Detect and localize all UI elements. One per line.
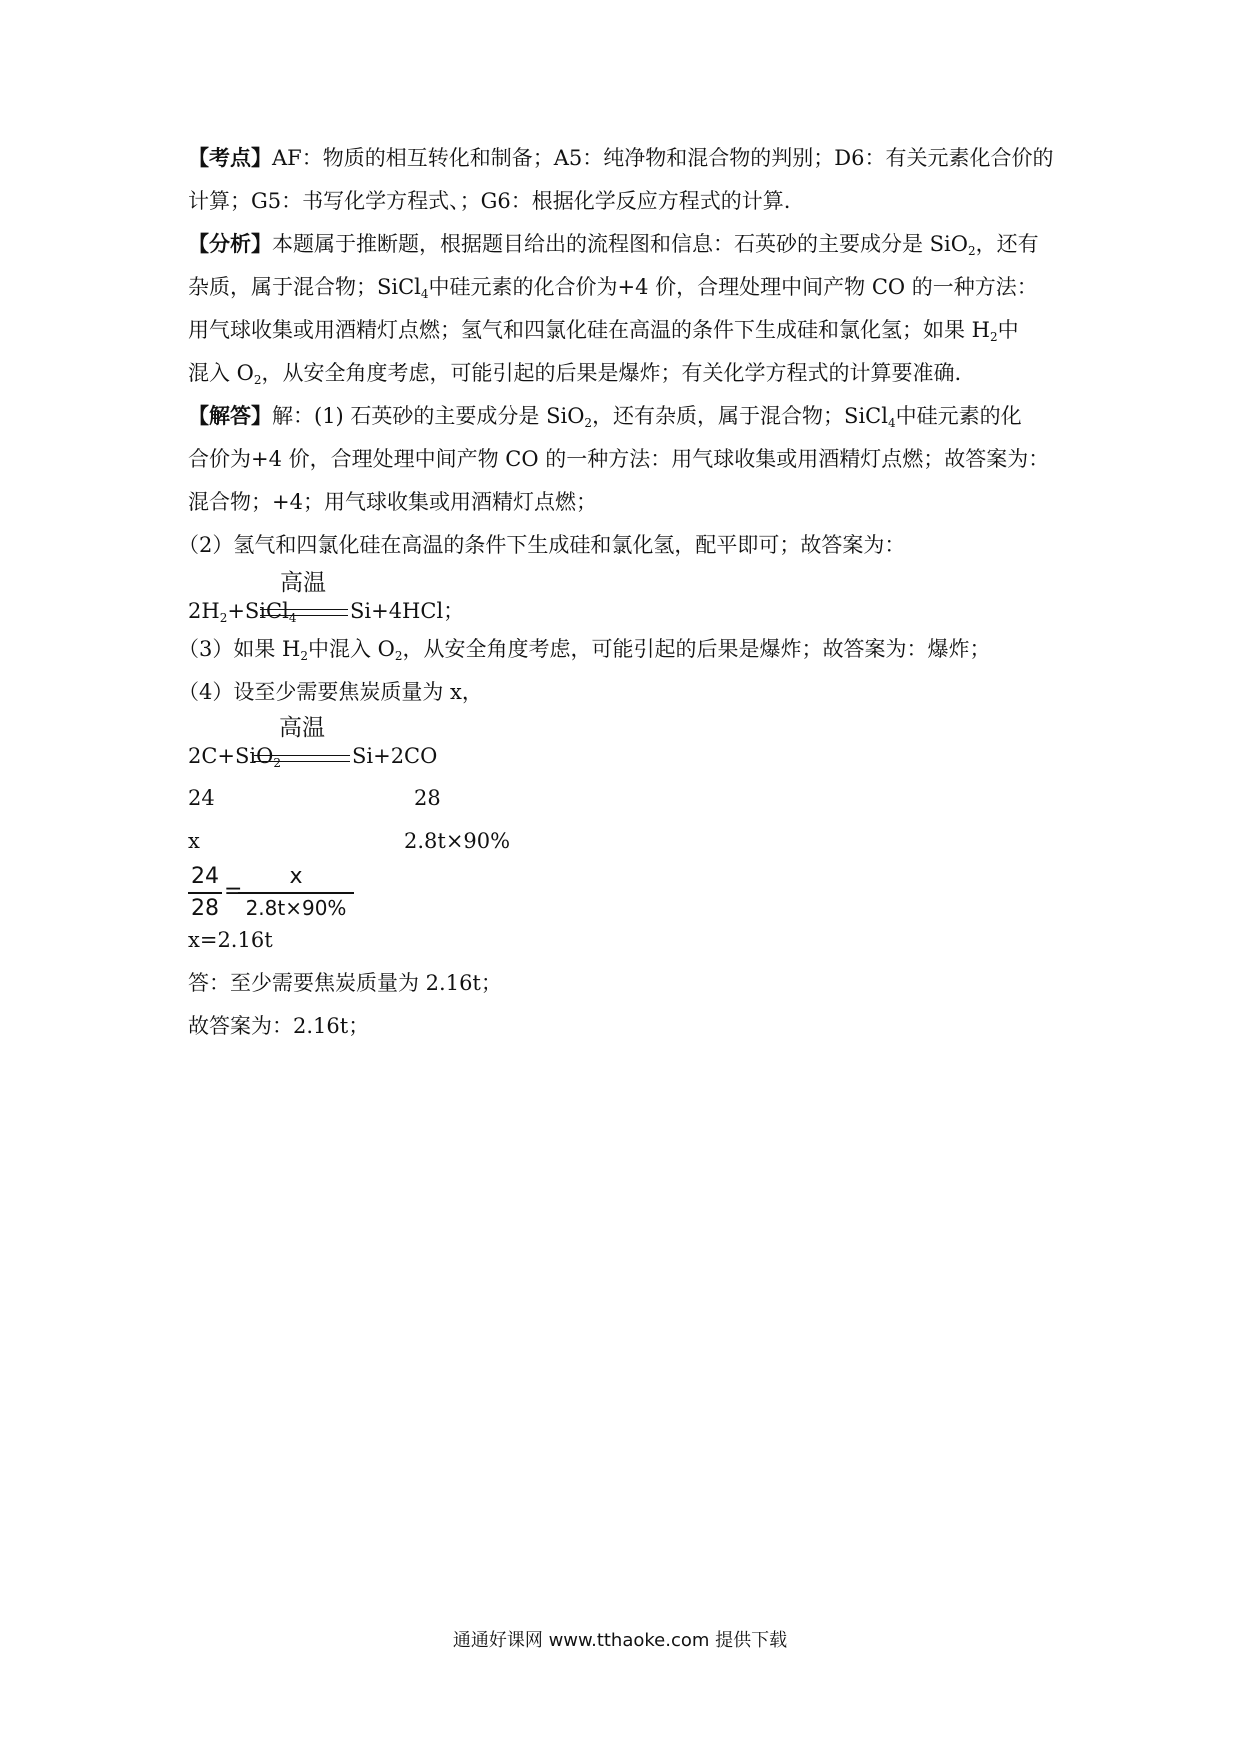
kaodian-tag: 【考点】 [188, 145, 272, 170]
part4-text: （4）设至少需要焦炭质量为 x， [178, 680, 483, 704]
part3-line: （3）如果 $H_2$中混入 $O_2$，从安全角度考虑，可能引起的后果是爆炸；故答案为：爆炸； [178, 637, 991, 663]
fraction-bar-right [238, 892, 354, 894]
fenxi-line-2: 杂质，属于混合物；SiCl$_4$中硅元素的化合价为+4 价，合理处理中间产物 CO 的一种方法： [188, 275, 1038, 301]
part2-text: （2）氢气和四氯化硅在高温的条件下生成硅和氯化氢，配平即可；故答案为： [178, 533, 906, 557]
fenxi-line-1: 【分析】本题属于推断题，根据题目给出的流程图和信息：石英砂的主要成分是 SiO$_2$，还有 [188, 231, 1039, 258]
kaodian-line-1: 【考点】AF：物质的相互转化和制备；A5：纯净物和混合物的判别；D6：有关元素化合价的 [188, 145, 1054, 170]
unknown-left: x [188, 829, 200, 853]
fraction-equals: = [224, 879, 243, 904]
fraction-numerator-left: 24 [191, 864, 219, 889]
kaodian-line-2: 计算；G5：书写化学方程式、；G6：根据化学反应方程式的计算. [188, 189, 791, 213]
jieda-line-1: 【解答】解：(1) 石英砂的主要成分是 SiO$_2$，还有杂质，属于混合物；SiCl$_4$中硅元素的化 [188, 403, 1022, 430]
fraction-numerator-right: x [289, 864, 303, 889]
fenxi-line-3: 用气球收集或用酒精灯点燃；氢气和四氯化硅在高温的条件下生成硅和氯化氢；如果 $H_2$中 [188, 318, 1019, 344]
jieda-line-2: 合价为+4 价，合理处理中间产物 CO 的一种方法：用气球收集或用酒精灯点燃；故答案为： [188, 447, 1050, 471]
fenxi-tag: 【分析】 [188, 231, 272, 256]
unknown-right: 2.8t×90% [404, 829, 511, 853]
equation-2-left: 2C+SiO$_2$ [188, 744, 281, 770]
equation-1-right: Si+4HCl； [350, 599, 465, 623]
answer-line: 答：至少需要焦炭质量为 2.16t； [188, 971, 502, 995]
result-line: x=2.16t [188, 928, 273, 952]
mass-right: 28 [414, 786, 441, 810]
reaction-condition-1: 高温 [280, 570, 326, 596]
fraction-denominator-right: 2.8t×90% [245, 896, 347, 920]
reaction-condition-2: 高温 [279, 715, 325, 741]
fenxi-line-4: 混入 $O_2$，从安全角度考虑，可能引起的后果是爆炸；有关化学方程式的计算要准确. [188, 361, 962, 387]
equation-2-right: Si+2CO [352, 744, 438, 768]
fraction-bar-left [188, 892, 222, 894]
double-line-2 [254, 755, 350, 762]
equation-1-left: $2H_2+SiCl_4$ [188, 599, 297, 625]
jieda-tag: 【解答】 [188, 403, 272, 428]
final-answer-line: 故答案为：2.16t； [188, 1014, 370, 1038]
mass-left: 24 [188, 786, 215, 810]
double-line-1 [260, 609, 348, 616]
footer-credit: 通通好课网 www.tthaoke.com 提供下载 [452, 1630, 788, 1651]
fraction-denominator-left: 28 [191, 896, 219, 921]
jieda-line-3: 混合物；+4；用气球收集或用酒精灯点燃； [188, 490, 597, 514]
